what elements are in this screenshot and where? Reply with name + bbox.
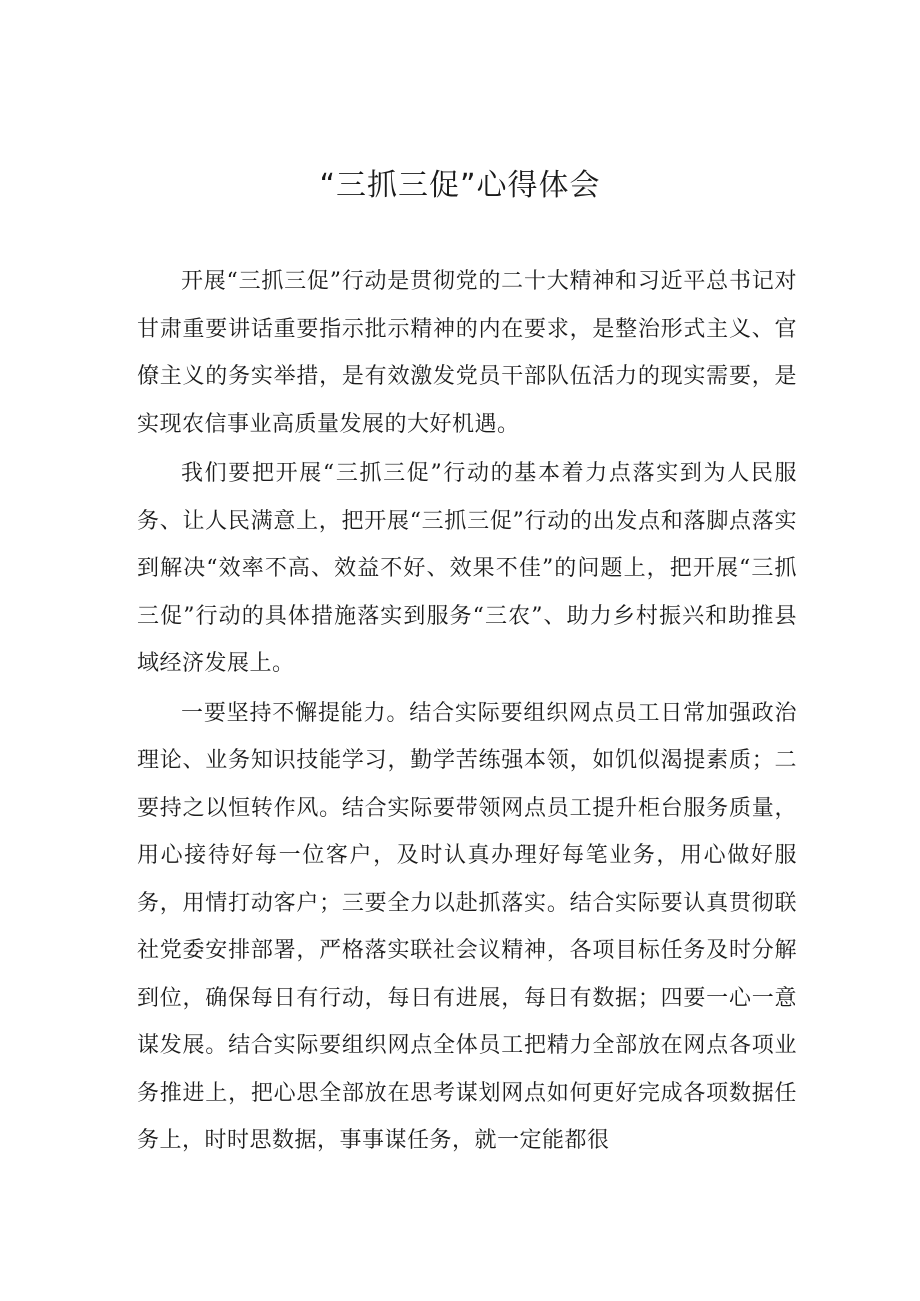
document-title: “三抓三促”心得体会	[319, 168, 601, 203]
paragraph-1: 开展“三抓三促”行动是贯彻党的二十大精神和习近平总书记对甘肃重要讲话重要指示批示精神的内在要求，是整治形式主义、官僚主义的务实举措，是有效激发党员干部队伍活力的现实需要，是实现农信事业高质量发展的大好机遇。	[137, 269, 797, 437]
document-body	[137, 258, 797, 1167]
paragraph-2: 我们要把开展“三抓三促”行动的基本着力点落实到为人民服务、让人民满意上，把开展“三抓三促”行动的出发点和落脚点落实到解决“效率不高、效益不好、效果不佳”的问题上，把开展“三抓三促”行动的具体措施落实到服务“三农”、助力乡村振兴和助推县域经济发展上。	[137, 461, 797, 676]
paragraph-3: 一要坚持不懈提能力。结合实际要组织网点员工日常加强政治理论、业务知识技能学习，勤学苦练强本领，如饥似渴提素质；二要持之以恒转作风。结合实际要带领网点员工提升柜台服务质量，用心接待好每一位客户，及时认真办理好每笔业务，用心做好服务，用情打动客户；三要全力以赴抓落实。结合实际要认真贯彻联社党委安排部署，严格落实联社会议精神，各项目标任务及时分解到位，确保每日有行动，每日有进展，每日有数据；四要一心一意谋发展。结合实际要组织网点全体员工把精力全部放在网点各项业务推进上，把心思全部放在思考谋划网点如何更好完成各项数据任务上，时时思数据，事事谋任务，就一定能都很	[137, 700, 797, 1153]
